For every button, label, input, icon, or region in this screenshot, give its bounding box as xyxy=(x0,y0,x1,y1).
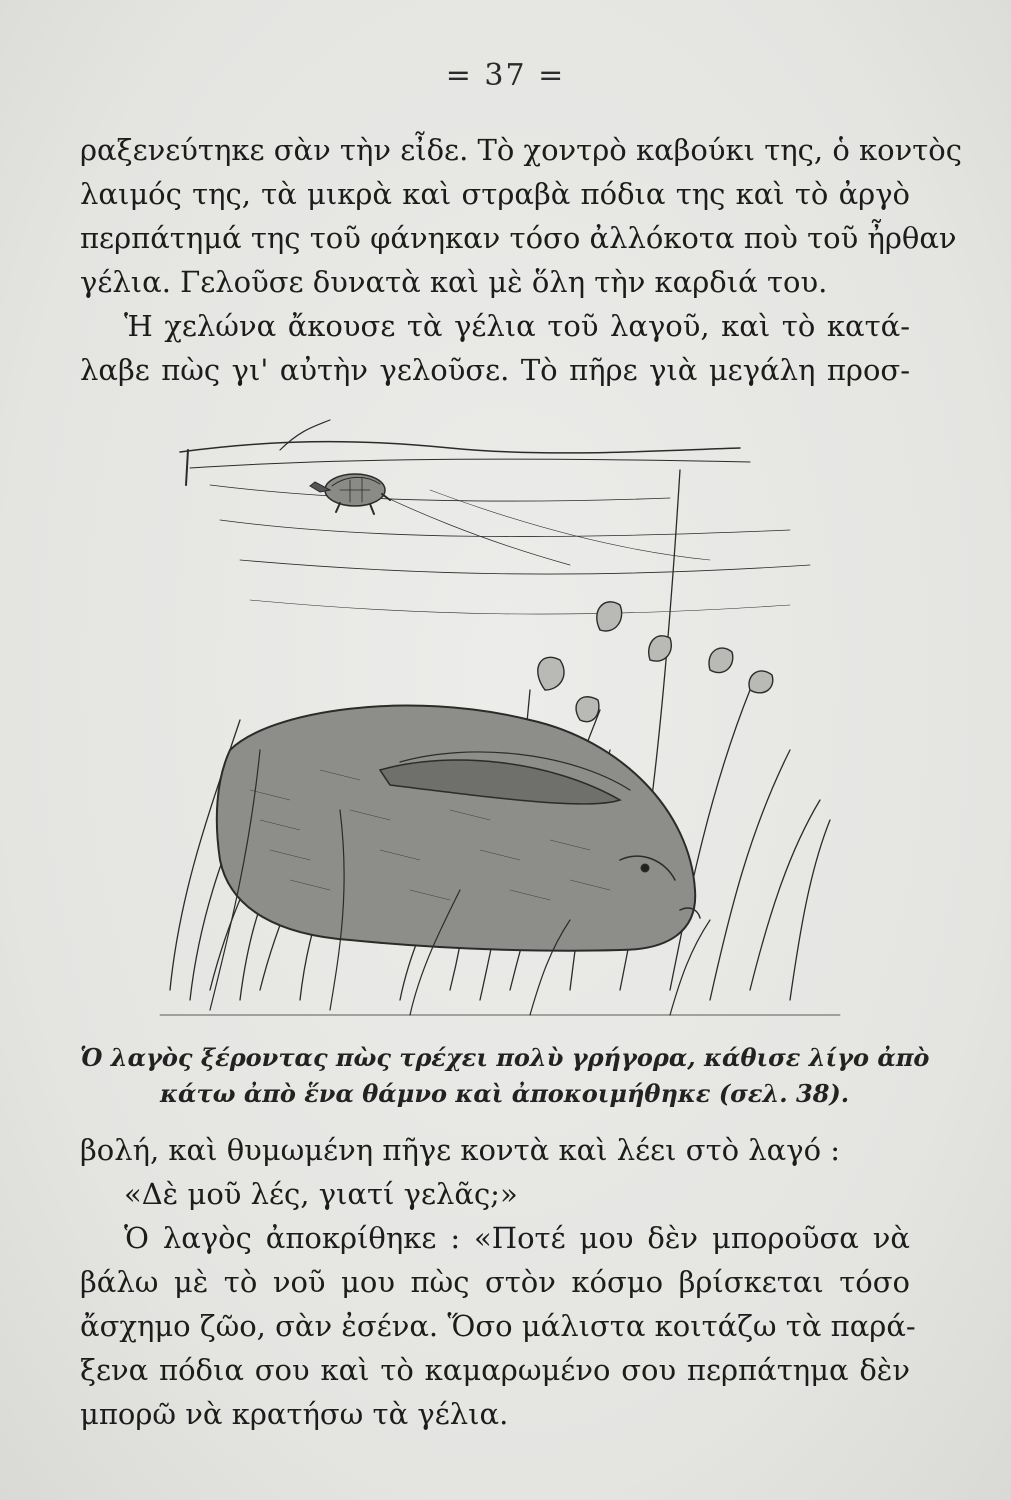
text-line: γέλια. Γελοῦσε δυνατὰ καὶ μὲ ὅλη τὴν καρδιά του. xyxy=(80,265,828,299)
text-line: βολή, καὶ θυμωμένη πῆγε κοντὰ καὶ λέει στὸ λαγό : xyxy=(80,1133,841,1167)
text-line: λαβε πὼς γι' αὐτὴν γελοῦσε. Τὸ πῆρε γιὰ μεγάλη προσ- xyxy=(80,353,910,387)
tortoise-figure xyxy=(310,474,390,514)
page-number: = 37 = xyxy=(445,58,566,93)
illustration-caption xyxy=(80,1040,930,1112)
caption-line: κάτω ἀπὸ ἕνα θάμνο καὶ ἀποκοιμήθηκε (σελ. 38). xyxy=(160,1079,850,1108)
hare-figure xyxy=(217,706,700,951)
text-line: Ἡ χελώνα ἄκουσε τὰ γέλια τοῦ λαγοῦ, καὶ τὸ κατά- xyxy=(124,309,910,343)
text-line: «Δὲ μοῦ λές, γιατί γελᾶς;» xyxy=(124,1177,518,1211)
text-line: λαιμός της, τὰ μικρὰ καὶ στραβὰ πόδια της καὶ τὸ ἀργὸ xyxy=(80,177,910,211)
text-line: ξενα πόδια σου καὶ τὸ καμαρωμένο σου περπάτημα δὲν xyxy=(80,1353,910,1387)
bottom-paragraph xyxy=(80,1128,916,1436)
top-paragraph xyxy=(80,128,962,392)
text-line: Ὁ λαγὸς ἀποκρίθηκε : «Ποτέ μου δὲν μποροῦσα νὰ xyxy=(124,1221,910,1255)
caption-line: Ὁ λαγὸς ξέροντας πὼς τρέχει πολὺ γρήγορα, κάθισε λίγο ἀπὸ xyxy=(80,1043,930,1072)
hare-tortoise-illustration xyxy=(150,390,850,1030)
text-line: ραξενεύτηκε σὰν τὴν εἶδε. Τὸ χοντρὸ καβούκι της, ὁ κοντὸς xyxy=(80,133,962,167)
text-line: περπάτημά της τοῦ φάνηκαν τόσο ἀλλόκοτα ποὺ τοῦ ἦρθαν xyxy=(80,221,957,255)
text-line: μπορῶ νὰ κρατήσω τὰ γέλια. xyxy=(80,1397,509,1431)
text-line: βάλω μὲ τὸ νοῦ μου πὼς στὸν κόσμο βρίσκεται τόσο xyxy=(80,1265,910,1299)
text-line: ἄσχημο ζῶο, σὰν ἐσένα. Ὅσο μάλιστα κοιτάζω τὰ παρά- xyxy=(80,1309,916,1343)
